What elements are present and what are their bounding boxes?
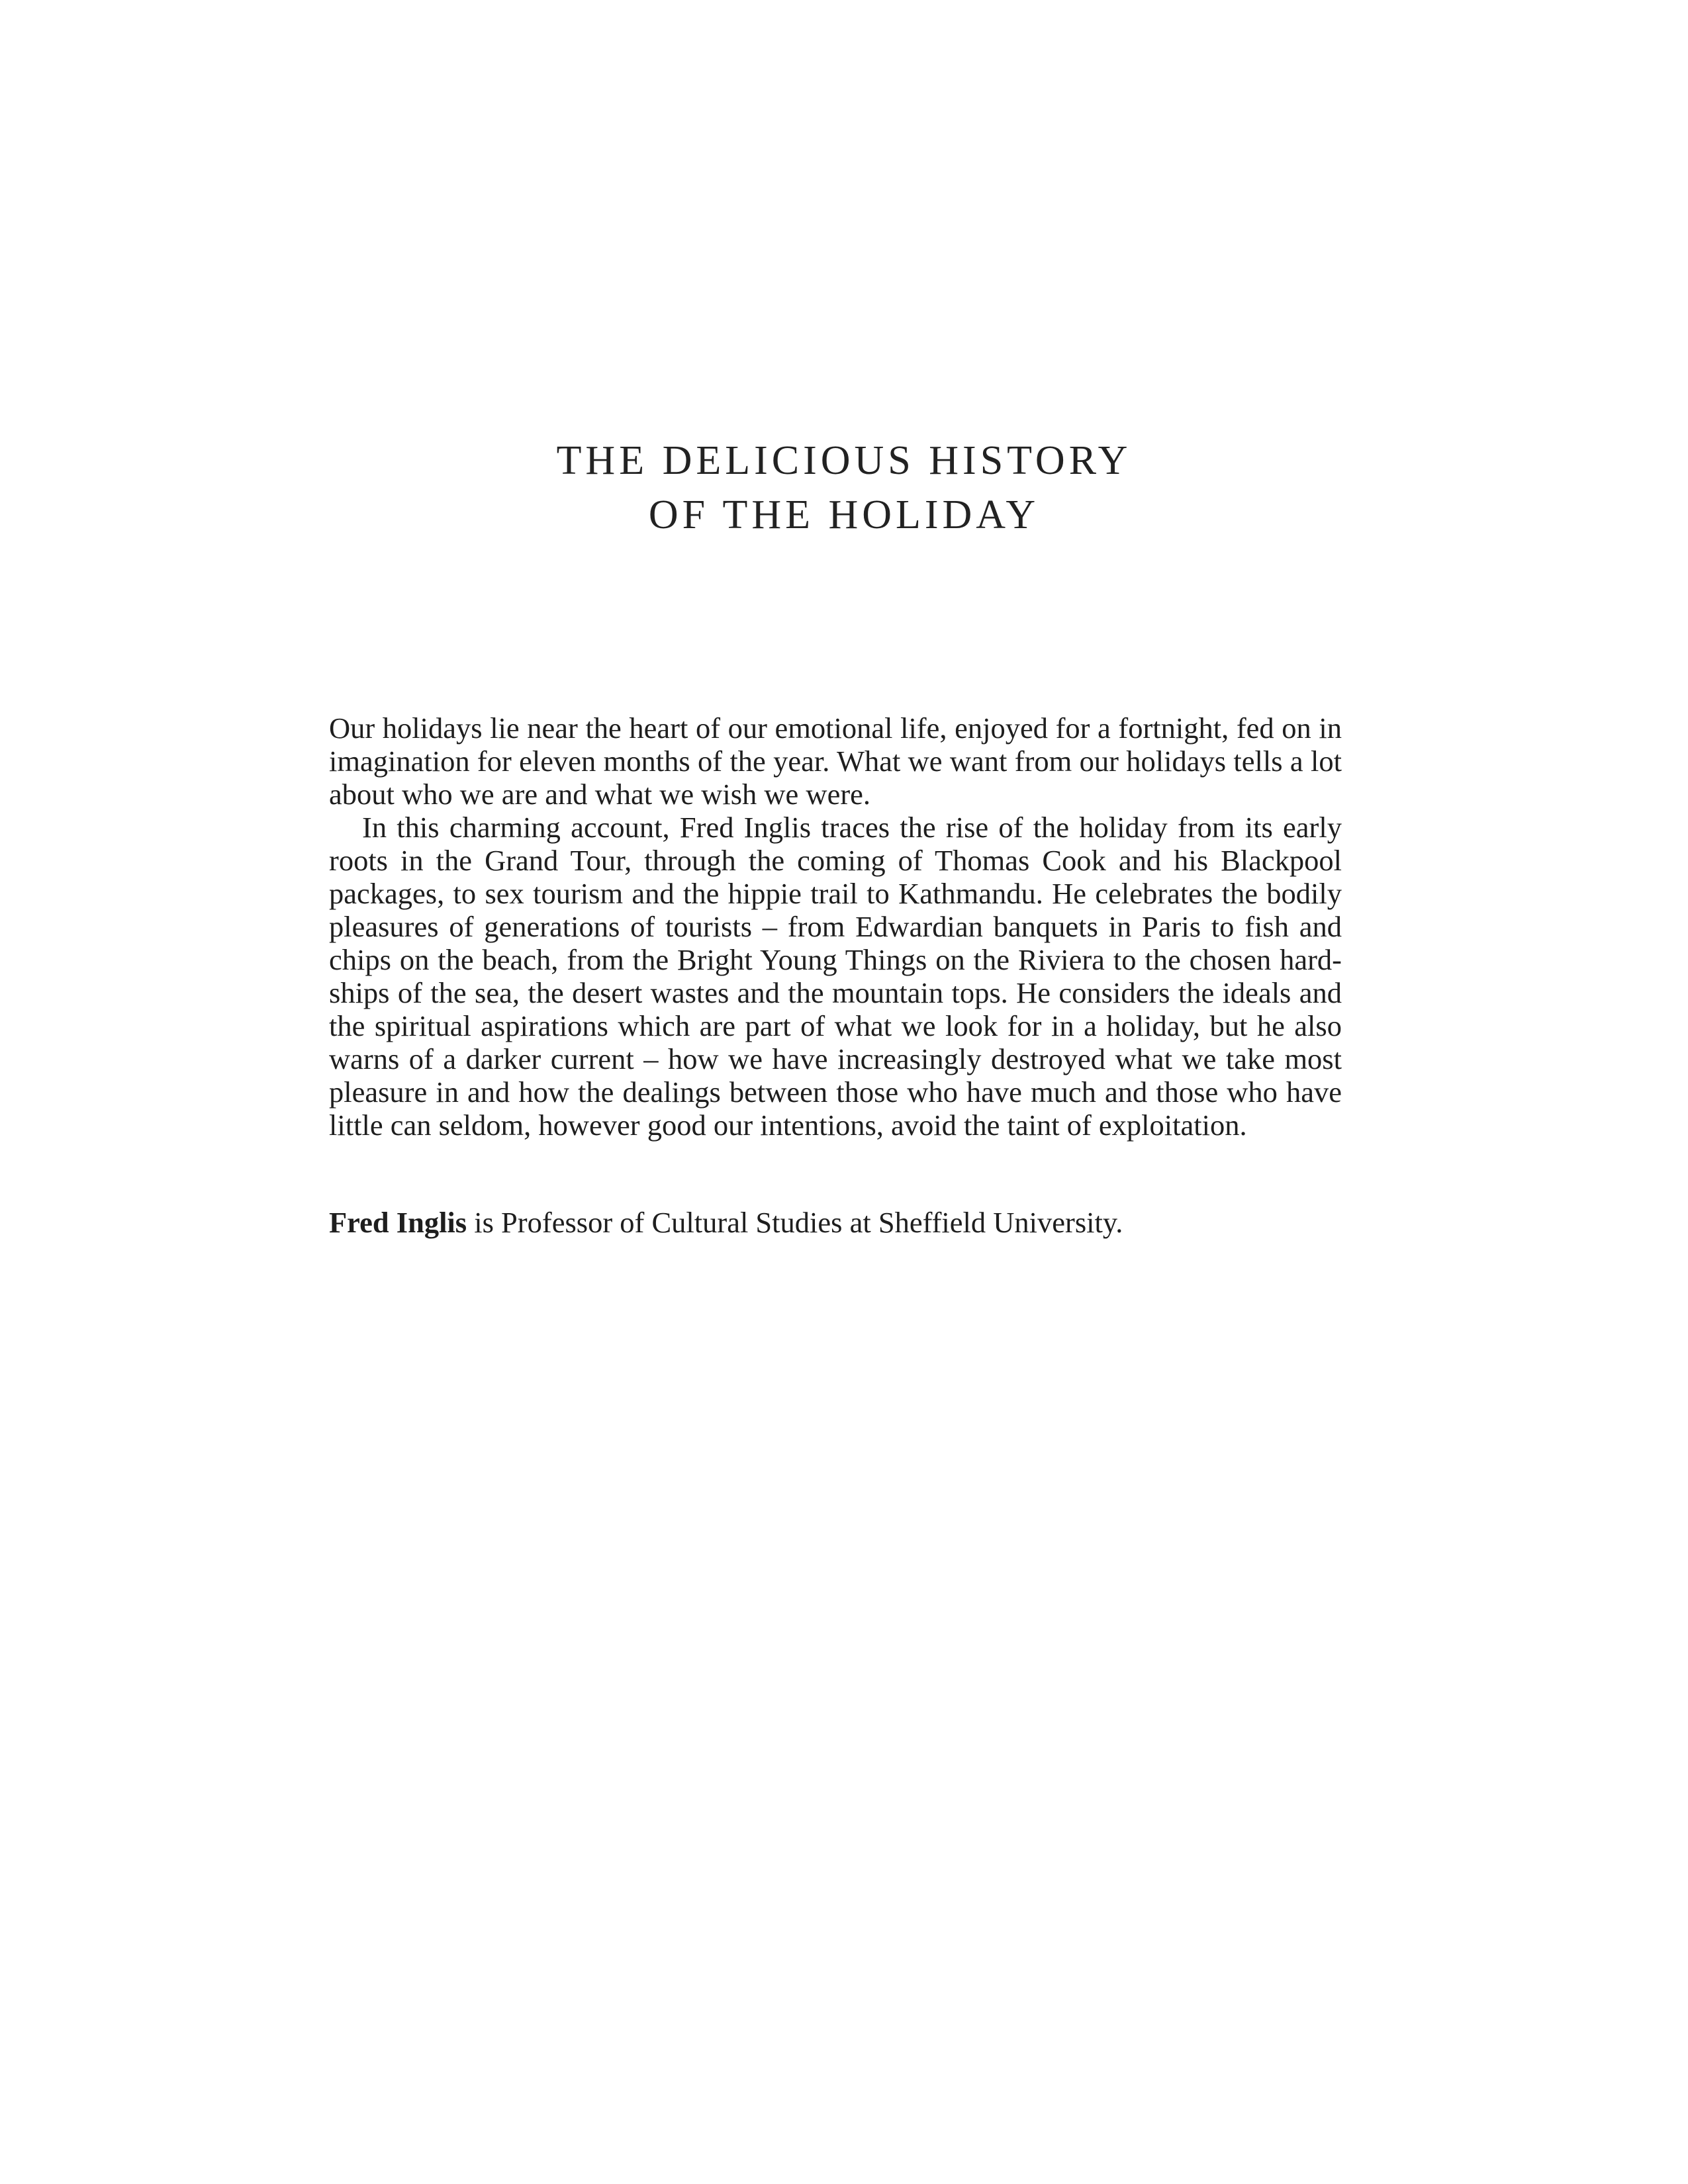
blurb-paragraph-2: In this charming account, Fred Inglis traces the rise of the holiday from its early roots in the Grand Tour, through the coming of Thomas Cook and his Blackpool packages, to sex tourism and the hippie trail to Kathmandu. He celebrates the bodily pleasures of generations of tourists – from Edwardian banquets in Paris to fish and chips on the beach, from the Bright Young Things on the Riviera to the chosen hard-ships of the sea, the desert wastes and the mountain tops. He considers the ideals and the spiritual aspirations which are part of what we look for in a holiday, but he also warns of a darker current – how we have increasingly destroyed what we take most pleasure in and how the dealings between those who have much and those who have little can seldom, however good our intentions, avoid the taint of exploitation. [329, 811, 1342, 1142]
author-bio [329, 1206, 1342, 1239]
book-title [0, 433, 1688, 542]
author-bio-text: is Professor of Cultural Studies at Sheffield University. [467, 1206, 1123, 1239]
blurb-paragraph-1: Our holidays lie near the heart of our emotional life, enjoyed for a fortnight, fed on in imagination for eleven months of the year. What we want from our holidays tells a lot about who we are and what we wish we were. [329, 711, 1342, 811]
title-line-2: OF THE HOLIDAY [648, 492, 1040, 537]
title-line-1: THE DELICIOUS HISTORY [556, 438, 1132, 483]
book-blurb [329, 711, 1342, 1142]
author-name: Fred Inglis [329, 1206, 467, 1239]
